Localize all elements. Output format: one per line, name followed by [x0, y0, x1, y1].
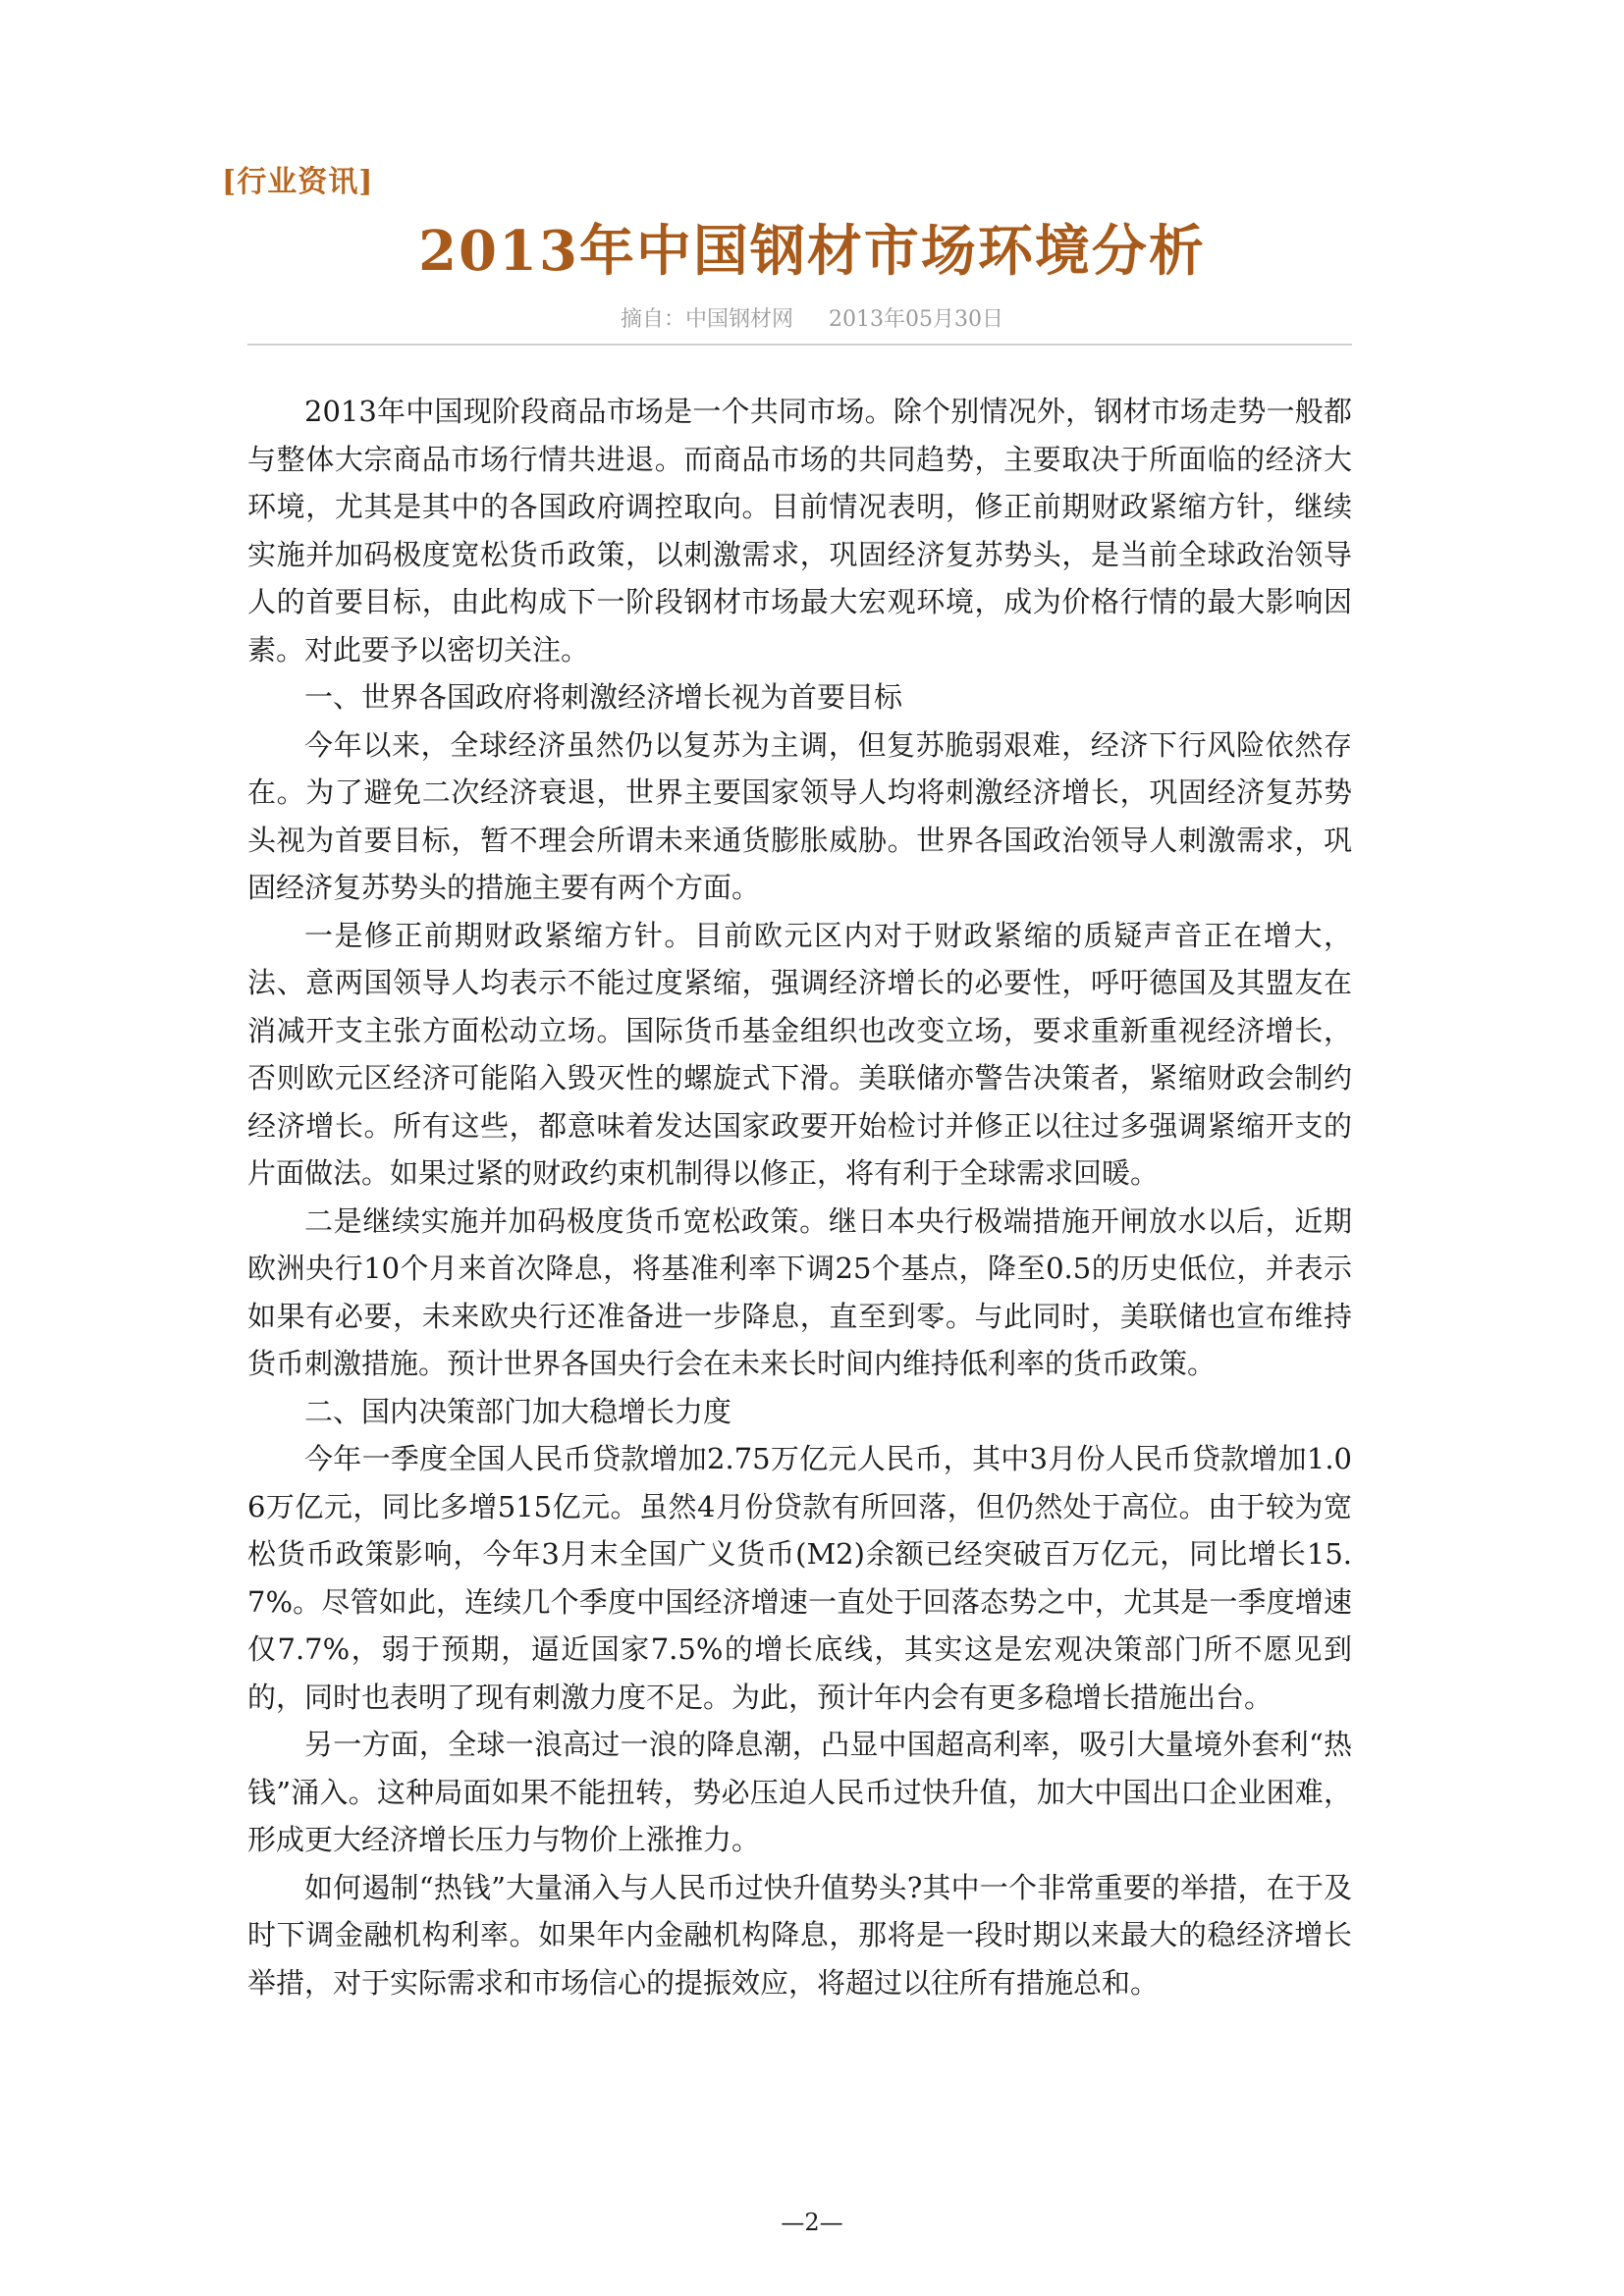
paragraph: 二是继续实施并加码极度货币宽松政策。继日本央行极端措施开闸放水以后，近期欧洲央行10个月来首次降息，将基准利率下调25个基点，降至0.5的历史低位，并表示如果有必要，未来欧央行还准备进一步降息，直至到零。与此同时，美联储也宣布维持货币刺激措施。预计世界各国央行会在未来长时间内维持低利率的货币政策。	[247, 1203, 1352, 1380]
article-body	[247, 388, 1352, 2006]
section-heading-1: 一、世界各国政府将刺激经济增长视为首要目标	[304, 680, 903, 714]
publish-date: 2013年05月30日	[829, 307, 1003, 332]
paragraph-intro: 2013年中国现阶段商品市场是一个共同市场。除个别情况外，钢材市场走势一般都与整体大宗商品市场行情共进退。而商品市场的共同趋势，主要取决于所面临的经济大环境，尤其是其中的各国政府调控取向。目前情况表明，修正前期财政紧缩方针，继续实施并加码极度宽松货币政策，以刺激需求，巩固经济复苏势头，是当前全球政治领导人的首要目标，由此构成下一阶段钢材市场最大宏观环境，成为价格行情的最大影响因素。对此要予以密切关注。	[247, 395, 1352, 667]
paragraph: 一是修正前期财政紧缩方针。目前欧元区内对于财政紧缩的质疑声音正在增大，法、意两国领导人均表示不能过度紧缩，强调经济增长的必要性，呼吁德国及其盟友在消减开支主张方面松动立场。国际货币基金组织也改变立场，要求重新重视经济增长，否则欧元区经济可能陷入毁灭性的螺旋式下滑。美联储亦警告决策者，紧缩财政会制约经济增长。所有这些，都意味着发达国家政要开始检讨并修正以往过多强调紧缩开支的片面做法。如果过紧的财政约束机制得以修正，将有利于全球需求回暖。	[247, 918, 1352, 1190]
header-divider	[247, 344, 1352, 346]
paragraph: 另一方面，全球一浪高过一浪的降息潮，凸显中国超高利率，吸引大量境外套利“热钱”涌入。这种局面如果不能扭转，势必压迫人民币过快升值，加大中国出口企业困难，形成更大经济增长压力与物价上涨推力。	[247, 1728, 1352, 1856]
paragraph: 今年以来，全球经济虽然仍以复苏为主调，但复苏脆弱艰难，经济下行风险依然存在。为了避免二次经济衰退，世界主要国家领导人均将刺激经济增长，巩固经济复苏势头视为首要目标，暂不理会所谓未来通货膨胀威胁。世界各国政治领导人刺激需求，巩固经济复苏势头的措施主要有两个方面。	[247, 727, 1352, 904]
source-line	[0, 302, 1624, 333]
source-text: 摘自：中国钢材网	[621, 307, 794, 332]
paragraph: 今年一季度全国人民币贷款增加2.75万亿元人民币，其中3月份人民币贷款增加1.06万亿元，同比多增515亿元。虽然4月份贷款有所回落，但仍然处于高位。由于较为宽松货币政策影响，今年3月末全国广义货币(M2)余额已经突破百万亿元，同比增长15.7%。尽管如此，连续几个季度中国经济增速一直处于回落态势之中，尤其是一季度增速仅7.7%，弱于预期，逼近国家7.5%的增长底线，其实这是宏观决策部门所不愿见到的，同时也表明了现有刺激力度不足。为此，预计年内会有更多稳增长措施出台。	[247, 1442, 1352, 1714]
category-label: [行业资讯]	[222, 165, 374, 199]
article-title: 2013年中国钢材市场环境分析	[418, 219, 1206, 284]
section-heading-2: 二、国内决策部门加大稳增长力度	[304, 1394, 732, 1428]
page-number: —2—	[781, 2209, 843, 2236]
paragraph: 如何遏制“热钱”大量涌入与人民币过快升值势头?其中一个非常重要的举措，在于及时下调金融机构利率。如果年内金融机构降息，那将是一段时期以来最大的稳经济增长举措，对于实际需求和市场信心的提振效应，将超过以往所有措施总和。	[247, 1870, 1352, 2000]
